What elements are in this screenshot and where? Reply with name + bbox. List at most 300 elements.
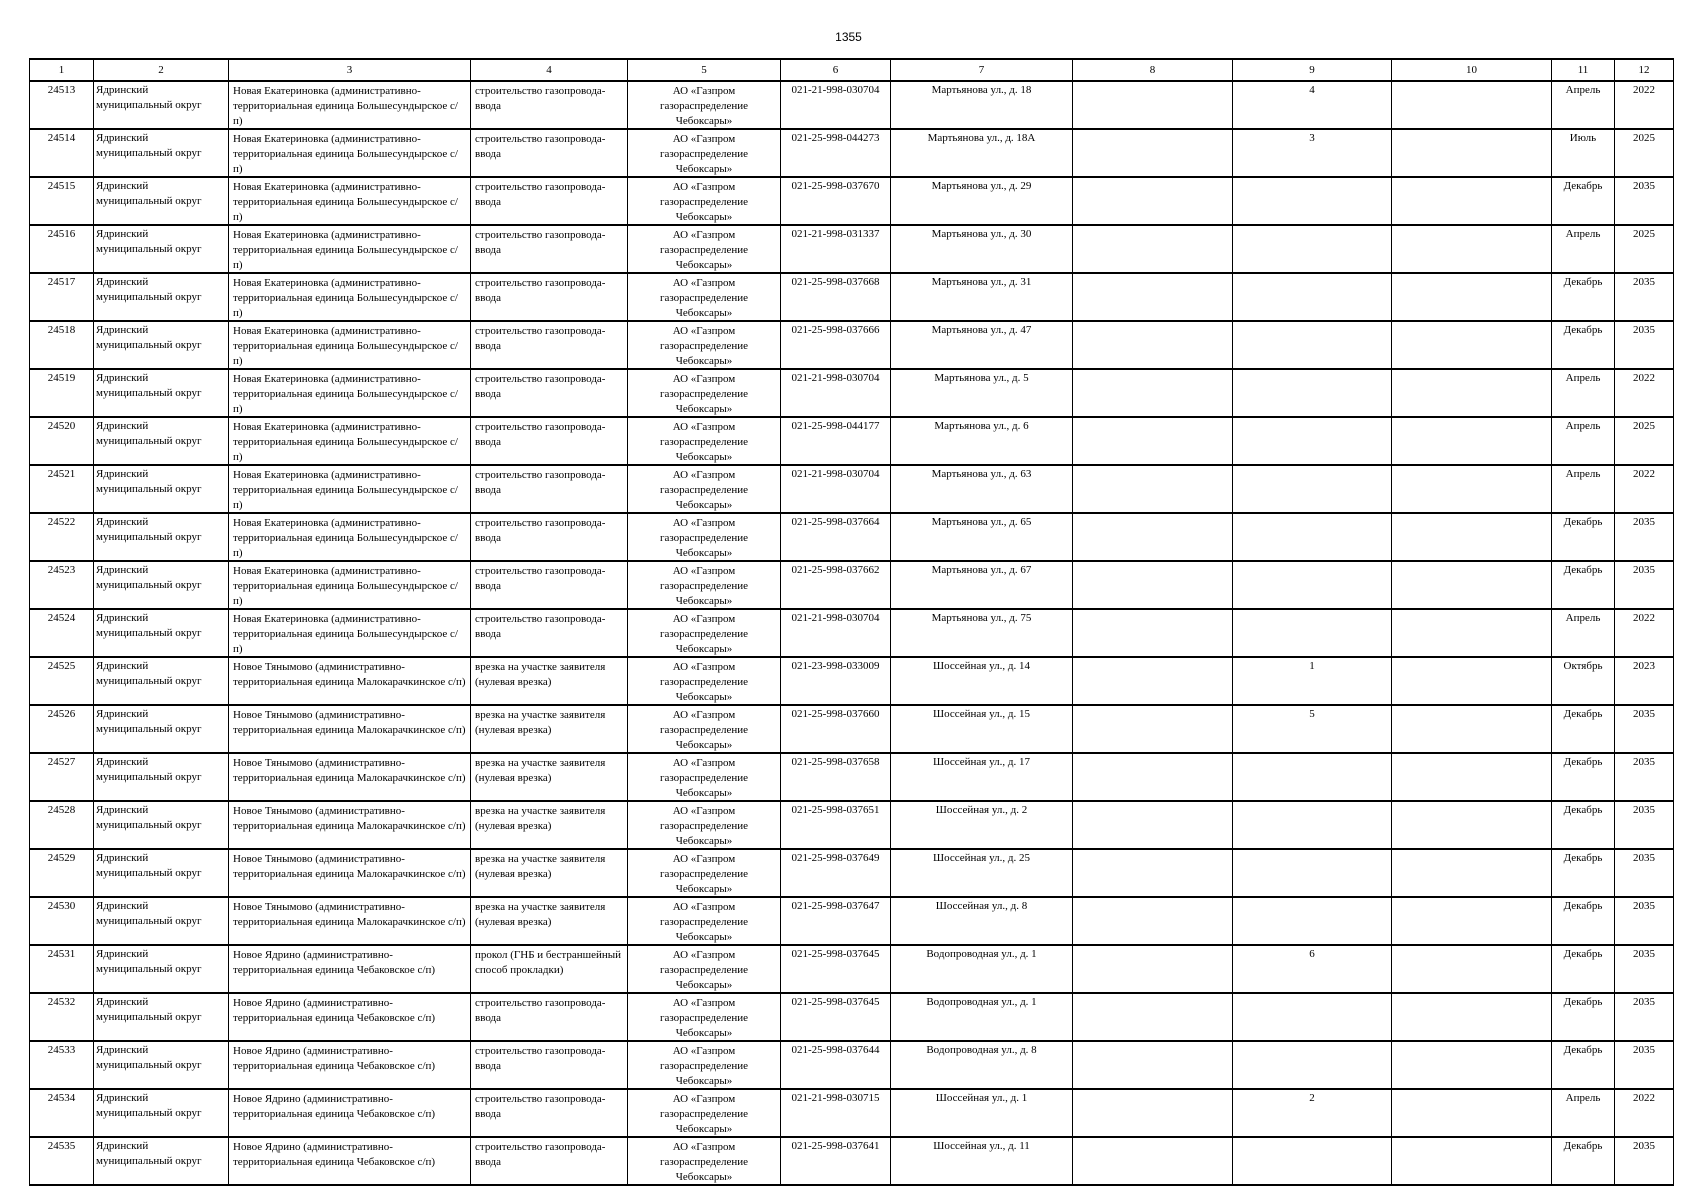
work-type-cell: врезка на участке заявителя (нулевая врезка) bbox=[471, 849, 628, 897]
address-cell: Водопроводная ул., д. 1 bbox=[891, 993, 1073, 1041]
organization-cell: АО «Газпром газораспределение Чебоксары» bbox=[628, 705, 781, 753]
settlement-cell: Новая Екатериновка (административно-территориальная единица Большесундырское с/п) bbox=[229, 273, 471, 321]
work-type-cell: строительство газопровода-ввода bbox=[471, 993, 628, 1041]
row-number: 24522 bbox=[30, 513, 94, 561]
year-cell: 2035 bbox=[1615, 993, 1674, 1041]
district-cell: Ядринский муниципальный округ bbox=[94, 513, 229, 561]
organization-cell: АО «Газпром газораспределение Чебоксары» bbox=[628, 369, 781, 417]
month-cell: Декабрь bbox=[1552, 273, 1615, 321]
column-9-cell bbox=[1233, 417, 1392, 465]
year-cell: 2035 bbox=[1615, 177, 1674, 225]
row-number: 24514 bbox=[30, 129, 94, 177]
table-row bbox=[30, 609, 1674, 657]
address-cell: Мартьянова ул., д. 18 bbox=[891, 81, 1073, 129]
organization-cell: АО «Газпром газораспределение Чебоксары» bbox=[628, 897, 781, 945]
year-cell: 2035 bbox=[1615, 1041, 1674, 1089]
row-number: 24525 bbox=[30, 657, 94, 705]
column-header: 3 bbox=[229, 59, 471, 81]
district-cell: Ядринский муниципальный округ bbox=[94, 945, 229, 993]
district-cell: Ядринский муниципальный округ bbox=[94, 273, 229, 321]
row-number: 24524 bbox=[30, 609, 94, 657]
month-cell: Декабрь bbox=[1552, 945, 1615, 993]
organization-cell: АО «Газпром газораспределение Чебоксары» bbox=[628, 1041, 781, 1089]
column-8-cell bbox=[1073, 321, 1233, 369]
column-8-cell bbox=[1073, 177, 1233, 225]
month-cell: Декабрь bbox=[1552, 321, 1615, 369]
column-10-cell bbox=[1392, 1089, 1552, 1137]
year-cell: 2035 bbox=[1615, 705, 1674, 753]
month-cell: Апрель bbox=[1552, 1089, 1615, 1137]
table-row bbox=[30, 753, 1674, 801]
settlement-cell: Новая Екатериновка (административно-территориальная единица Большесундырское с/п) bbox=[229, 417, 471, 465]
column-9-cell: 6 bbox=[1233, 945, 1392, 993]
settlement-cell: Новая Екатериновка (административно-территориальная единица Большесундырское с/п) bbox=[229, 561, 471, 609]
column-8-cell bbox=[1073, 129, 1233, 177]
table-row bbox=[30, 801, 1674, 849]
year-cell: 2035 bbox=[1615, 561, 1674, 609]
table-row bbox=[30, 897, 1674, 945]
column-header: 12 bbox=[1615, 59, 1674, 81]
address-cell: Мартьянова ул., д. 65 bbox=[891, 513, 1073, 561]
year-cell: 2035 bbox=[1615, 945, 1674, 993]
month-cell: Декабрь bbox=[1552, 1041, 1615, 1089]
year-cell: 2022 bbox=[1615, 1089, 1674, 1137]
organization-cell: АО «Газпром газораспределение Чебоксары» bbox=[628, 177, 781, 225]
work-type-cell: врезка на участке заявителя (нулевая врезка) bbox=[471, 705, 628, 753]
settlement-cell: Новое Ядрино (административно-территориальная единица Чебаковское с/п) bbox=[229, 1041, 471, 1089]
table-row bbox=[30, 129, 1674, 177]
row-number: 24530 bbox=[30, 897, 94, 945]
settlement-cell: Новое Ядрино (административно-территориальная единица Чебаковское с/п) bbox=[229, 1137, 471, 1185]
month-cell: Апрель bbox=[1552, 417, 1615, 465]
column-9-cell: 3 bbox=[1233, 129, 1392, 177]
table-row bbox=[30, 993, 1674, 1041]
address-cell: Мартьянова ул., д. 6 bbox=[891, 417, 1073, 465]
object-code-cell: 021-25-998-037666 bbox=[781, 321, 891, 369]
object-code-cell: 021-25-998-037645 bbox=[781, 993, 891, 1041]
column-9-cell bbox=[1233, 225, 1392, 273]
column-10-cell bbox=[1392, 609, 1552, 657]
column-8-cell bbox=[1073, 369, 1233, 417]
column-9-cell bbox=[1233, 1137, 1392, 1185]
object-code-cell: 021-25-998-037641 bbox=[781, 1137, 891, 1185]
work-type-cell: строительство газопровода-ввода bbox=[471, 273, 628, 321]
object-code-cell: 021-21-998-030704 bbox=[781, 609, 891, 657]
year-cell: 2035 bbox=[1615, 273, 1674, 321]
column-8-cell bbox=[1073, 561, 1233, 609]
organization-cell: АО «Газпром газораспределение Чебоксары» bbox=[628, 465, 781, 513]
column-10-cell bbox=[1392, 225, 1552, 273]
settlement-cell: Новая Екатериновка (административно-территориальная единица Большесундырское с/п) bbox=[229, 513, 471, 561]
column-10-cell bbox=[1392, 705, 1552, 753]
month-cell: Декабрь bbox=[1552, 993, 1615, 1041]
column-10-cell bbox=[1392, 897, 1552, 945]
row-number: 24515 bbox=[30, 177, 94, 225]
column-8-cell bbox=[1073, 849, 1233, 897]
organization-cell: АО «Газпром газораспределение Чебоксары» bbox=[628, 273, 781, 321]
settlement-cell: Новая Екатериновка (административно-территориальная единица Большесундырское с/п) bbox=[229, 321, 471, 369]
column-header: 6 bbox=[781, 59, 891, 81]
row-number: 24513 bbox=[30, 81, 94, 129]
district-cell: Ядринский муниципальный округ bbox=[94, 801, 229, 849]
month-cell: Октябрь bbox=[1552, 657, 1615, 705]
page-number: 1355 bbox=[835, 30, 862, 44]
row-number: 24520 bbox=[30, 417, 94, 465]
row-number: 24533 bbox=[30, 1041, 94, 1089]
year-cell: 2035 bbox=[1615, 801, 1674, 849]
month-cell: Апрель bbox=[1552, 369, 1615, 417]
organization-cell: АО «Газпром газораспределение Чебоксары» bbox=[628, 609, 781, 657]
table-row bbox=[30, 177, 1674, 225]
column-9-cell: 5 bbox=[1233, 705, 1392, 753]
organization-cell: АО «Газпром газораспределение Чебоксары» bbox=[628, 993, 781, 1041]
settlement-cell: Новая Екатериновка (административно-территориальная единица Большесундырское с/п) bbox=[229, 81, 471, 129]
table-row bbox=[30, 1089, 1674, 1137]
column-9-cell bbox=[1233, 561, 1392, 609]
column-10-cell bbox=[1392, 945, 1552, 993]
column-8-cell bbox=[1073, 609, 1233, 657]
year-cell: 2025 bbox=[1615, 417, 1674, 465]
column-10-cell bbox=[1392, 993, 1552, 1041]
column-9-cell bbox=[1233, 753, 1392, 801]
row-number: 24518 bbox=[30, 321, 94, 369]
month-cell: Декабрь bbox=[1552, 753, 1615, 801]
column-header: 2 bbox=[94, 59, 229, 81]
object-code-cell: 021-21-998-030715 bbox=[781, 1089, 891, 1137]
column-8-cell bbox=[1073, 225, 1233, 273]
object-code-cell: 021-25-998-037664 bbox=[781, 513, 891, 561]
address-cell: Водопроводная ул., д. 8 bbox=[891, 1041, 1073, 1089]
table-row bbox=[30, 513, 1674, 561]
organization-cell: АО «Газпром газораспределение Чебоксары» bbox=[628, 801, 781, 849]
organization-cell: АО «Газпром газораспределение Чебоксары» bbox=[628, 417, 781, 465]
month-cell: Декабрь bbox=[1552, 801, 1615, 849]
district-cell: Ядринский муниципальный округ bbox=[94, 129, 229, 177]
work-type-cell: врезка на участке заявителя (нулевая врезка) bbox=[471, 801, 628, 849]
object-code-cell: 021-25-998-037668 bbox=[781, 273, 891, 321]
column-8-cell bbox=[1073, 1041, 1233, 1089]
address-cell: Шоссейная ул., д. 2 bbox=[891, 801, 1073, 849]
row-number: 24517 bbox=[30, 273, 94, 321]
month-cell: Апрель bbox=[1552, 609, 1615, 657]
row-number: 24523 bbox=[30, 561, 94, 609]
column-10-cell bbox=[1392, 801, 1552, 849]
column-9-cell: 2 bbox=[1233, 1089, 1392, 1137]
year-cell: 2025 bbox=[1615, 225, 1674, 273]
column-header: 11 bbox=[1552, 59, 1615, 81]
month-cell: Апрель bbox=[1552, 465, 1615, 513]
object-code-cell: 021-25-998-044177 bbox=[781, 417, 891, 465]
row-number: 24529 bbox=[30, 849, 94, 897]
column-10-cell bbox=[1392, 321, 1552, 369]
object-code-cell: 021-25-998-037645 bbox=[781, 945, 891, 993]
row-number: 24531 bbox=[30, 945, 94, 993]
settlement-cell: Новое Тянымово (административно-территориальная единица Малокарачкинское с/п) bbox=[229, 705, 471, 753]
month-cell: Декабрь bbox=[1552, 897, 1615, 945]
column-8-cell bbox=[1073, 81, 1233, 129]
district-cell: Ядринский муниципальный округ bbox=[94, 465, 229, 513]
year-cell: 2035 bbox=[1615, 897, 1674, 945]
column-8-cell bbox=[1073, 465, 1233, 513]
work-type-cell: строительство газопровода-ввода bbox=[471, 417, 628, 465]
table-body bbox=[30, 81, 1674, 1185]
district-cell: Ядринский муниципальный округ bbox=[94, 81, 229, 129]
row-number: 24535 bbox=[30, 1137, 94, 1185]
district-cell: Ядринский муниципальный округ bbox=[94, 561, 229, 609]
table-row bbox=[30, 849, 1674, 897]
column-9-cell bbox=[1233, 513, 1392, 561]
column-8-cell bbox=[1073, 753, 1233, 801]
address-cell: Мартьянова ул., д. 29 bbox=[891, 177, 1073, 225]
column-8-cell bbox=[1073, 513, 1233, 561]
organization-cell: АО «Газпром газораспределение Чебоксары» bbox=[628, 81, 781, 129]
district-cell: Ядринский муниципальный округ bbox=[94, 417, 229, 465]
year-cell: 2023 bbox=[1615, 657, 1674, 705]
month-cell: Апрель bbox=[1552, 81, 1615, 129]
settlement-cell: Новое Тянымово (административно-территориальная единица Малокарачкинское с/п) bbox=[229, 897, 471, 945]
table-row bbox=[30, 417, 1674, 465]
settlement-cell: Новая Екатериновка (административно-территориальная единица Большесундырское с/п) bbox=[229, 129, 471, 177]
table-row bbox=[30, 705, 1674, 753]
organization-cell: АО «Газпром газораспределение Чебоксары» bbox=[628, 1137, 781, 1185]
work-type-cell: врезка на участке заявителя (нулевая врезка) bbox=[471, 657, 628, 705]
table-row bbox=[30, 81, 1674, 129]
address-cell: Шоссейная ул., д. 15 bbox=[891, 705, 1073, 753]
work-type-cell: строительство газопровода-ввода bbox=[471, 561, 628, 609]
work-type-cell: строительство газопровода-ввода bbox=[471, 369, 628, 417]
month-cell: Декабрь bbox=[1552, 705, 1615, 753]
settlement-cell: Новая Екатериновка (административно-территориальная единица Большесундырское с/п) bbox=[229, 225, 471, 273]
work-type-cell: строительство газопровода-ввода bbox=[471, 321, 628, 369]
settlement-cell: Новое Ядрино (административно-территориальная единица Чебаковское с/п) bbox=[229, 993, 471, 1041]
object-code-cell: 021-25-998-037651 bbox=[781, 801, 891, 849]
column-header: 9 bbox=[1233, 59, 1392, 81]
object-code-cell: 021-23-998-033009 bbox=[781, 657, 891, 705]
object-code-cell: 021-25-998-037658 bbox=[781, 753, 891, 801]
column-9-cell bbox=[1233, 609, 1392, 657]
object-code-cell: 021-21-998-030704 bbox=[781, 81, 891, 129]
object-code-cell: 021-25-998-037670 bbox=[781, 177, 891, 225]
month-cell: Декабрь bbox=[1552, 177, 1615, 225]
organization-cell: АО «Газпром газораспределение Чебоксары» bbox=[628, 945, 781, 993]
address-cell: Мартьянова ул., д. 75 bbox=[891, 609, 1073, 657]
address-cell: Мартьянова ул., д. 30 bbox=[891, 225, 1073, 273]
object-code-cell: 021-21-998-030704 bbox=[781, 465, 891, 513]
settlement-cell: Новая Екатериновка (административно-территориальная единица Большесундырское с/п) bbox=[229, 465, 471, 513]
address-cell: Шоссейная ул., д. 11 bbox=[891, 1137, 1073, 1185]
column-8-cell bbox=[1073, 1089, 1233, 1137]
table-row bbox=[30, 369, 1674, 417]
column-9-cell bbox=[1233, 465, 1392, 513]
object-code-cell: 021-21-998-030704 bbox=[781, 369, 891, 417]
object-code-cell: 021-25-998-037649 bbox=[781, 849, 891, 897]
column-10-cell bbox=[1392, 1137, 1552, 1185]
column-header: 4 bbox=[471, 59, 628, 81]
table-row bbox=[30, 273, 1674, 321]
table-row bbox=[30, 561, 1674, 609]
work-type-cell: строительство газопровода-ввода bbox=[471, 81, 628, 129]
column-8-cell bbox=[1073, 417, 1233, 465]
work-type-cell: врезка на участке заявителя (нулевая врезка) bbox=[471, 753, 628, 801]
object-code-cell: 021-25-998-037647 bbox=[781, 897, 891, 945]
row-number: 24534 bbox=[30, 1089, 94, 1137]
table-row bbox=[30, 945, 1674, 993]
table-row bbox=[30, 657, 1674, 705]
column-header: 10 bbox=[1392, 59, 1552, 81]
district-cell: Ядринский муниципальный округ bbox=[94, 705, 229, 753]
year-cell: 2035 bbox=[1615, 1137, 1674, 1185]
settlement-cell: Новое Ядрино (административно-территориальная единица Чебаковское с/п) bbox=[229, 945, 471, 993]
column-8-cell bbox=[1073, 273, 1233, 321]
column-8-cell bbox=[1073, 705, 1233, 753]
address-cell: Мартьянова ул., д. 5 bbox=[891, 369, 1073, 417]
address-cell: Шоссейная ул., д. 14 bbox=[891, 657, 1073, 705]
month-cell: Декабрь bbox=[1552, 1137, 1615, 1185]
column-9-cell bbox=[1233, 993, 1392, 1041]
address-cell: Шоссейная ул., д. 17 bbox=[891, 753, 1073, 801]
work-type-cell: строительство газопровода-ввода bbox=[471, 465, 628, 513]
column-header: 1 bbox=[30, 59, 94, 81]
settlement-cell: Новое Тянымово (административно-территориальная единица Малокарачкинское с/п) bbox=[229, 657, 471, 705]
district-cell: Ядринский муниципальный округ bbox=[94, 369, 229, 417]
address-cell: Мартьянова ул., д. 63 bbox=[891, 465, 1073, 513]
address-cell: Шоссейная ул., д. 1 bbox=[891, 1089, 1073, 1137]
year-cell: 2035 bbox=[1615, 753, 1674, 801]
row-number: 24528 bbox=[30, 801, 94, 849]
column-9-cell bbox=[1233, 801, 1392, 849]
column-10-cell bbox=[1392, 177, 1552, 225]
column-9-cell bbox=[1233, 897, 1392, 945]
work-type-cell: строительство газопровода-ввода bbox=[471, 1089, 628, 1137]
work-type-cell: строительство газопровода-ввода bbox=[471, 1137, 628, 1185]
column-9-cell bbox=[1233, 177, 1392, 225]
column-9-cell bbox=[1233, 849, 1392, 897]
work-type-cell: строительство газопровода-ввода bbox=[471, 177, 628, 225]
district-cell: Ядринский муниципальный округ bbox=[94, 1089, 229, 1137]
column-10-cell bbox=[1392, 849, 1552, 897]
table-row bbox=[30, 1041, 1674, 1089]
table-row bbox=[30, 1137, 1674, 1185]
address-cell: Мартьянова ул., д. 47 bbox=[891, 321, 1073, 369]
column-header: 7 bbox=[891, 59, 1073, 81]
column-header: 5 bbox=[628, 59, 781, 81]
address-cell: Шоссейная ул., д. 8 bbox=[891, 897, 1073, 945]
column-10-cell bbox=[1392, 81, 1552, 129]
row-number: 24521 bbox=[30, 465, 94, 513]
object-code-cell: 021-25-998-044273 bbox=[781, 129, 891, 177]
column-9-cell: 4 bbox=[1233, 81, 1392, 129]
row-number: 24526 bbox=[30, 705, 94, 753]
column-10-cell bbox=[1392, 369, 1552, 417]
column-9-cell bbox=[1233, 273, 1392, 321]
district-cell: Ядринский муниципальный округ bbox=[94, 321, 229, 369]
district-cell: Ядринский муниципальный округ bbox=[94, 993, 229, 1041]
organization-cell: АО «Газпром газораспределение Чебоксары» bbox=[628, 225, 781, 273]
month-cell: Декабрь bbox=[1552, 561, 1615, 609]
column-8-cell bbox=[1073, 993, 1233, 1041]
year-cell: 2035 bbox=[1615, 321, 1674, 369]
object-code-cell: 021-25-998-037644 bbox=[781, 1041, 891, 1089]
organization-cell: АО «Газпром газораспределение Чебоксары» bbox=[628, 1089, 781, 1137]
column-10-cell bbox=[1392, 129, 1552, 177]
object-code-cell: 021-21-998-031337 bbox=[781, 225, 891, 273]
settlement-cell: Новая Екатериновка (административно-территориальная единица Большесундырское с/п) bbox=[229, 369, 471, 417]
column-9-cell bbox=[1233, 321, 1392, 369]
column-10-cell bbox=[1392, 417, 1552, 465]
address-cell: Мартьянова ул., д. 18А bbox=[891, 129, 1073, 177]
district-cell: Ядринский муниципальный округ bbox=[94, 849, 229, 897]
header-row bbox=[30, 59, 1674, 81]
address-cell: Мартьянова ул., д. 31 bbox=[891, 273, 1073, 321]
object-code-cell: 021-25-998-037660 bbox=[781, 705, 891, 753]
organization-cell: АО «Газпром газораспределение Чебоксары» bbox=[628, 129, 781, 177]
year-cell: 2035 bbox=[1615, 513, 1674, 561]
table-row bbox=[30, 465, 1674, 513]
organization-cell: АО «Газпром газораспределение Чебоксары» bbox=[628, 849, 781, 897]
district-cell: Ядринский муниципальный округ bbox=[94, 897, 229, 945]
year-cell: 2022 bbox=[1615, 369, 1674, 417]
column-8-cell bbox=[1073, 1137, 1233, 1185]
column-10-cell bbox=[1392, 1041, 1552, 1089]
column-10-cell bbox=[1392, 465, 1552, 513]
work-type-cell: врезка на участке заявителя (нулевая врезка) bbox=[471, 897, 628, 945]
year-cell: 2025 bbox=[1615, 129, 1674, 177]
column-10-cell bbox=[1392, 561, 1552, 609]
object-code-cell: 021-25-998-037662 bbox=[781, 561, 891, 609]
month-cell: Июль bbox=[1552, 129, 1615, 177]
work-type-cell: строительство газопровода-ввода bbox=[471, 225, 628, 273]
column-9-cell bbox=[1233, 1041, 1392, 1089]
year-cell: 2022 bbox=[1615, 609, 1674, 657]
address-cell: Мартьянова ул., д. 67 bbox=[891, 561, 1073, 609]
settlement-cell: Новая Екатериновка (административно-территориальная единица Большесундырское с/п) bbox=[229, 177, 471, 225]
year-cell: 2035 bbox=[1615, 849, 1674, 897]
organization-cell: АО «Газпром газораспределение Чебоксары» bbox=[628, 513, 781, 561]
settlement-cell: Новая Екатериновка (административно-территориальная единица Большесундырское с/п) bbox=[229, 609, 471, 657]
row-number: 24516 bbox=[30, 225, 94, 273]
organization-cell: АО «Газпром газораспределение Чебоксары» bbox=[628, 561, 781, 609]
district-cell: Ядринский муниципальный округ bbox=[94, 753, 229, 801]
row-number: 24519 bbox=[30, 369, 94, 417]
settlement-cell: Новое Тянымово (административно-территориальная единица Малокарачкинское с/п) bbox=[229, 753, 471, 801]
work-type-cell: строительство газопровода-ввода bbox=[471, 129, 628, 177]
table-row bbox=[30, 225, 1674, 273]
table-row bbox=[30, 321, 1674, 369]
organization-cell: АО «Газпром газораспределение Чебоксары» bbox=[628, 753, 781, 801]
organization-cell: АО «Газпром газораспределение Чебоксары» bbox=[628, 321, 781, 369]
district-cell: Ядринский муниципальный округ bbox=[94, 177, 229, 225]
settlement-cell: Новое Тянымово (административно-территориальная единица Малокарачкинское с/п) bbox=[229, 849, 471, 897]
month-cell: Апрель bbox=[1552, 225, 1615, 273]
row-number: 24532 bbox=[30, 993, 94, 1041]
settlement-cell: Новое Тянымово (административно-территориальная единица Малокарачкинское с/п) bbox=[229, 801, 471, 849]
column-9-cell: 1 bbox=[1233, 657, 1392, 705]
column-8-cell bbox=[1073, 801, 1233, 849]
address-cell: Шоссейная ул., д. 25 bbox=[891, 849, 1073, 897]
gasification-table bbox=[29, 58, 1674, 1186]
work-type-cell: строительство газопровода-ввода bbox=[471, 609, 628, 657]
district-cell: Ядринский муниципальный округ bbox=[94, 609, 229, 657]
work-type-cell: прокол (ГНБ и бестраншейный способ прокладки) bbox=[471, 945, 628, 993]
month-cell: Декабрь bbox=[1552, 849, 1615, 897]
column-8-cell bbox=[1073, 657, 1233, 705]
year-cell: 2022 bbox=[1615, 81, 1674, 129]
district-cell: Ядринский муниципальный округ bbox=[94, 225, 229, 273]
column-header: 8 bbox=[1073, 59, 1233, 81]
column-8-cell bbox=[1073, 945, 1233, 993]
address-cell: Водопроводная ул., д. 1 bbox=[891, 945, 1073, 993]
organization-cell: АО «Газпром газораспределение Чебоксары» bbox=[628, 657, 781, 705]
